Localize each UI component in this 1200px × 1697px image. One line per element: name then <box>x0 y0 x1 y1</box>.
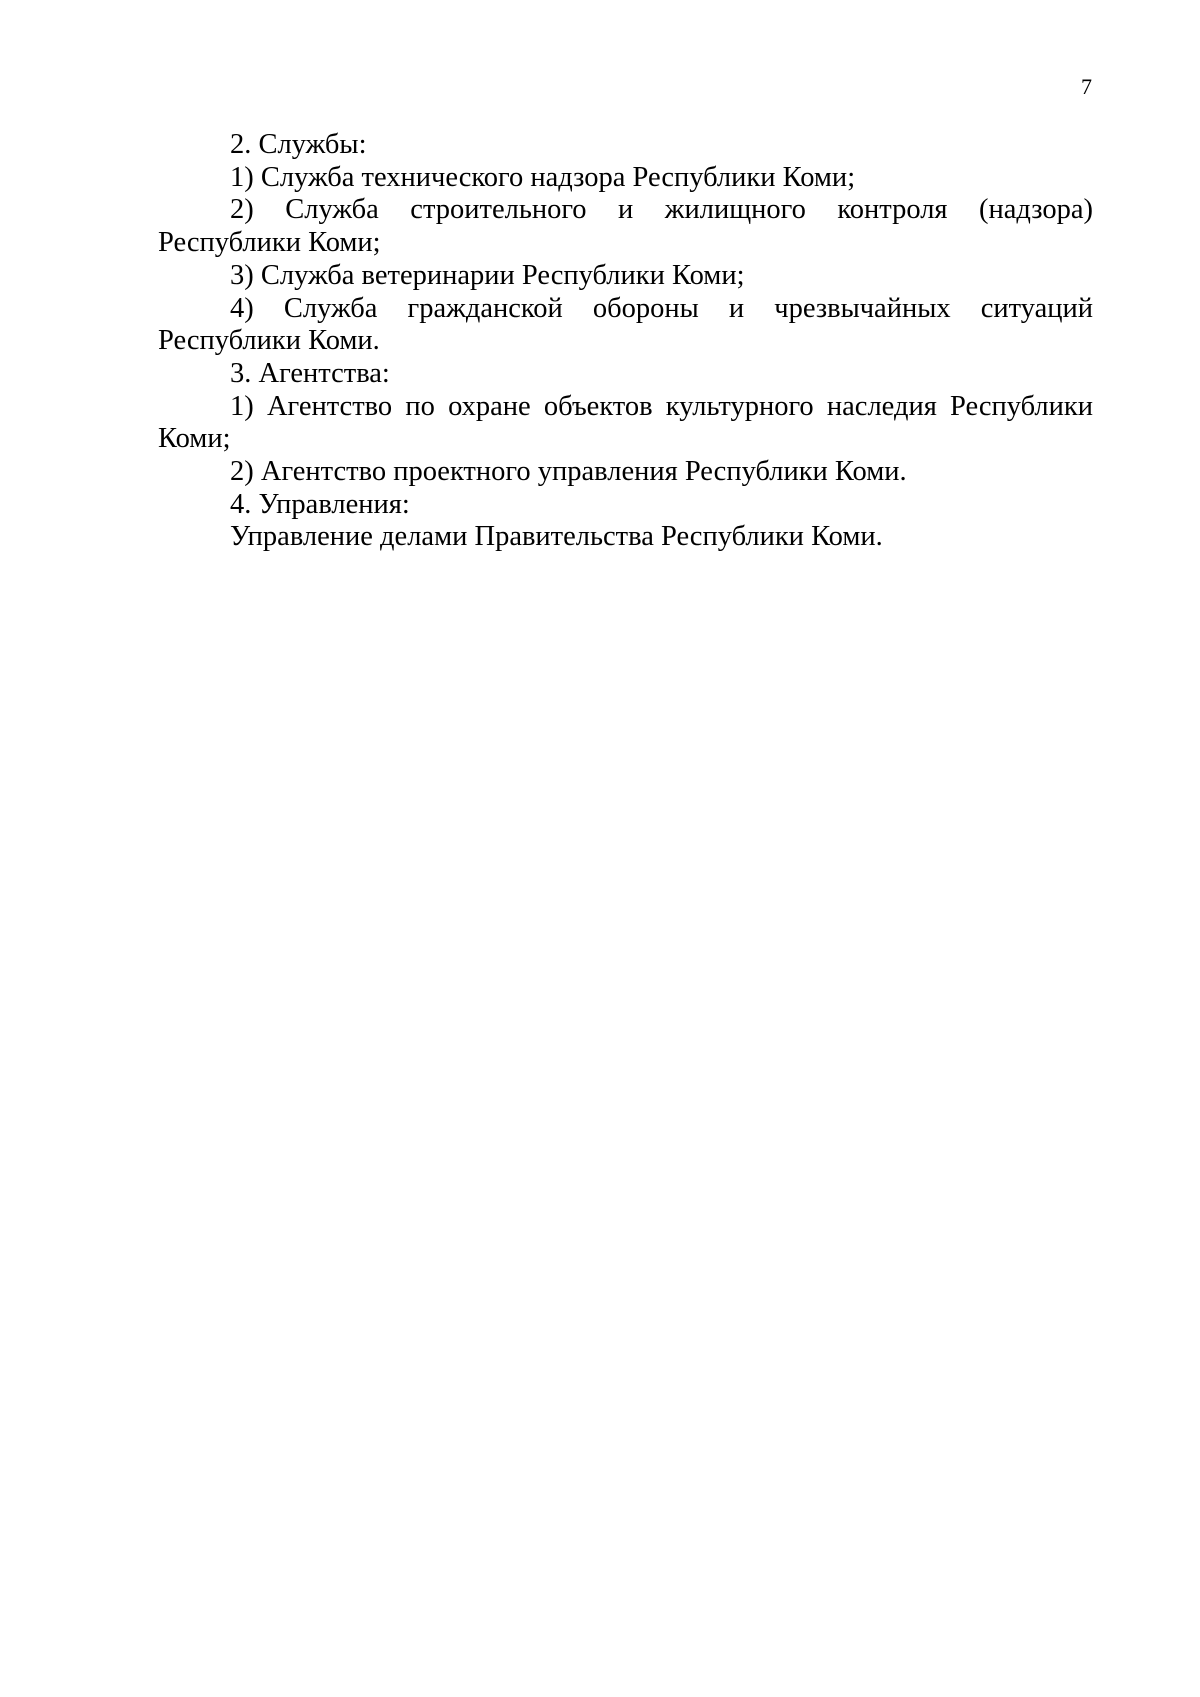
section-heading-services: 2. Службы: <box>230 129 367 160</box>
list-item: 1) Служба технического надзора Республики Коми; <box>230 161 856 193</box>
list-item: 3) Служба ветеринарии Республики Коми; <box>230 259 745 291</box>
section-heading-administrations: 4. Управления: <box>230 488 410 520</box>
list-item: 2) Служба строительного и жилищного контроля (надзора) Республики Коми; <box>158 194 1093 259</box>
section-heading-agencies: 3. Агентства: <box>230 357 390 389</box>
page-number: 7 <box>1081 74 1092 99</box>
document-body <box>158 129 1093 554</box>
list-item: 2) Агентство проектного управления Республики Коми. <box>230 456 907 488</box>
list-item: 4) Служба гражданской обороны и чрезвычайных ситуаций Республики Коми. <box>158 292 1093 357</box>
list-item: Управление делами Правительства Республики Коми. <box>230 521 883 553</box>
list-item: 1) Агентство по охране объектов культурного наследия Республики Коми; <box>158 390 1093 455</box>
